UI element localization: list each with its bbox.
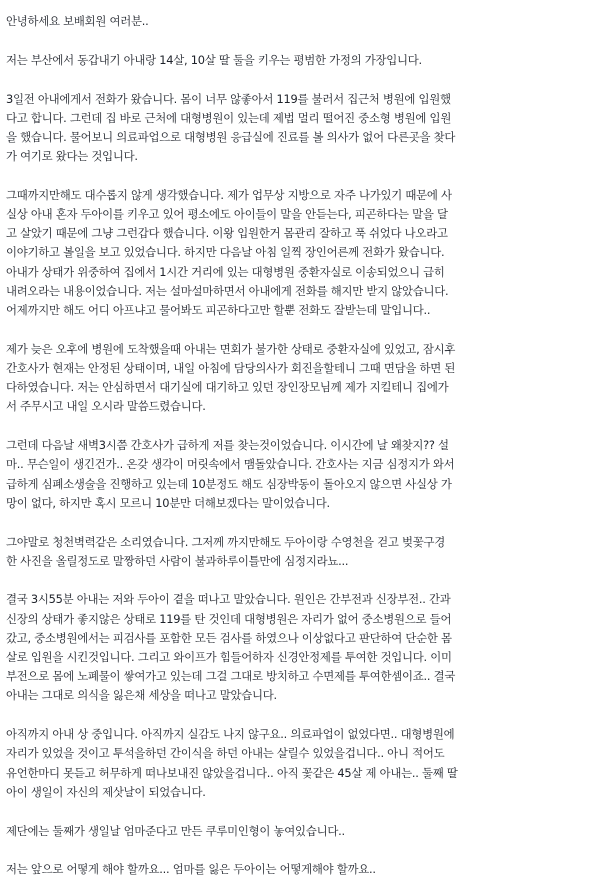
text-line: 아이 생일이 자신의 제삿날이 되었습니다. (6, 784, 206, 799)
post-body (6, 12, 592, 880)
paragraph-altar (6, 822, 592, 841)
paragraph-gap (6, 571, 592, 591)
paragraph-closing (6, 860, 592, 879)
paragraph-gap (6, 802, 592, 822)
text-line: 아직까지 아내 상 중입니다. 아직까지 실감도 나지 않구요.. 의료파업이 없었다면.. 대형병원에 (6, 727, 455, 742)
paragraph-gap (6, 513, 592, 533)
text-line: 가 여기로 왔다는 것입니다. (6, 149, 138, 164)
text-line: 저는 부산에서 동갑내기 아내랑 14살, 10살 딸 둘을 키우는 평범한 가정의 가장입니다. (6, 52, 422, 67)
paragraph-gap (6, 70, 592, 90)
text-line: 그런데 다음날 새벽3시쯤 간호사가 급하게 저를 찾는것이었습니다. 이시간에 날 왜찾지?? 설 (6, 438, 449, 453)
paragraph-hospital-arrival (6, 340, 592, 417)
text-line: 한 사진을 올릴정도로 말짱하던 사람이 불과하루이틀만에 심정지라뇨... (6, 553, 349, 568)
text-line: 저는 앞으로 어떻게 해야 할까요... 엄마를 잃은 두아이는 어떻게해야 할까요.. (6, 862, 376, 877)
text-line: 제단에는 둘째가 생일날 엄마준다고 만든 쿠루미인형이 놓여있습니다.. (6, 823, 345, 838)
paragraph-cardiac-arrest (6, 436, 592, 513)
text-line: 유언한마디 못듣고 허무하게 떠나보내진 않았을겁니다.. 아직 꽃같은 45살 제 아내는.. 둘째 딸 (6, 765, 458, 780)
paragraph-mourning (6, 725, 592, 802)
text-line: 어제까지만 해도 어디 아프냐고 물어봐도 피곤하다고만 할뿐 전화도 잘받는데 말입니다.. (6, 303, 431, 318)
paragraph-gap (6, 31, 592, 51)
paragraph-gap (6, 417, 592, 437)
paragraph-greeting (6, 12, 592, 31)
paragraph-cause (6, 590, 592, 705)
paragraph-next-morning (6, 186, 592, 320)
text-line: 자리가 있었을 것이고 투석을하던 간이식을 하던 아내는 살릴수 있었을겁니다.. 아니 적어도 (6, 746, 445, 761)
text-line: 실상 아내 혼자 두아이를 키우고 있어 평소에도 아이들이 말을 안듣는다, 피곤하다는 말을 달 (6, 207, 448, 222)
text-line: 그때까지만해도 대수롭지 않게 생각했습니다. 제가 업무상 지방으로 자주 나가있기 때문에 사 (6, 187, 452, 202)
paragraph-phone-call (6, 90, 592, 167)
text-line: 아내가 상태가 위중하여 집에서 1시간 거리에 있는 대형병원 중환자실로 이송되었으니 급히 (6, 264, 445, 279)
text-line: 다하였습니다. 저는 안심하면서 대기실에 대기하고 있던 장인장모님께 제가 지킬테니 집에가 (6, 380, 449, 395)
text-line: 부전으로 몸에 노폐물이 쌓여가고 있는데 그걸 그대로 방치하고 수면제를 투여한셈이죠.. 결국 (6, 669, 456, 684)
text-line: 안녕하세요 보배회원 여러분.. (6, 14, 149, 28)
text-line: 제가 늦은 오후에 병원에 도착했을때 아내는 면회가 불가한 상태로 중환자실에 있었고, 잠시후 (6, 341, 456, 356)
text-line: 살로 입원을 시킨것입니다. 그리고 와이프가 힘들어하자 신경안정제를 투여한 것입니다. 이미 (6, 650, 452, 665)
text-line: 다고 합니다. 그런데 집 바로 근처에 대형병원이 있는데 제법 멀리 떨어진 중소형 병원에 입원 (6, 110, 452, 125)
paragraph-gap (6, 166, 592, 186)
paragraph-gap (6, 841, 592, 861)
text-line: 마.. 무슨일이 생긴건가.. 온갖 생각이 머릿속에서 맴돌았습니다. 간호사는 지금 심정지가 와서 (6, 457, 455, 472)
text-line: 신장의 상태가 좋지않은 상태로 119를 탄 것인데 대형병원은 자리가 없어 중소병원으로 들어 (6, 611, 452, 626)
paragraph-shock (6, 533, 592, 571)
text-line: 을 했습니다. 물어보니 의료파업으로 대형병원 응급실에 진료를 볼 의사가 없어 다른곳을 찾다 (6, 129, 456, 144)
text-line: 그야말로 청천벽력같은 소리였습니다. 그저께 까지만해도 두아이랑 수영천을 걷고 벚꽃구경 (6, 534, 445, 549)
text-line: 결국 3시55분 아내는 저와 두아이 곁을 떠나고 말았습니다. 원인은 간부전과 신장부전.. 간과 (6, 592, 451, 607)
text-line: 망이 없다, 하지만 혹시 모르니 10분만 더해보겠다는 말이었습니다. (6, 495, 330, 510)
paragraph-intro (6, 51, 592, 70)
text-line: 간호사가 현재는 안정된 상태이며, 내일 아침에 담당의사가 회진을할테니 그때 면담을 하면 된 (6, 361, 456, 375)
text-line: 내려오라는 내용이었습니다. 저는 설마설마하면서 아내에게 전화를 해지만 받지 않았습니다. (6, 283, 449, 298)
text-line: 고 살았기 때문에 그냥 그런갑다 했습니다. 이왕 입원한거 몸관리 잘하고 푹 쉬었다 나오라고 (6, 226, 448, 241)
text-line: 급하게 심폐소생술을 진행하고 있는데 10분정도 해도 심장박동이 돌아오지 않으면 사실상 가 (6, 476, 452, 491)
text-line: 3일전 아내에게서 전화가 왔습니다. 몸이 너무 않좋아서 119를 불러서 집근처 병원에 입원했 (6, 91, 451, 106)
paragraph-gap (6, 706, 592, 726)
text-line: 서 주무시고 내일 오시라 말씀드렸습니다. (6, 399, 206, 414)
paragraph-gap (6, 320, 592, 340)
text-line: 이야기하고 볼일을 보고 있었습니다. 하지만 다음날 아침 일찍 장인어른께 전화가 왔습니다. (6, 245, 445, 260)
text-line: 아내는 그대로 의식을 잃은채 세상을 떠나고 말았습니다. (6, 688, 277, 703)
text-line: 갔고, 중소병원에서는 피검사를 포함한 모든 검사를 하였으나 이상없다고 판단하여 단순한 몸 (6, 630, 452, 645)
